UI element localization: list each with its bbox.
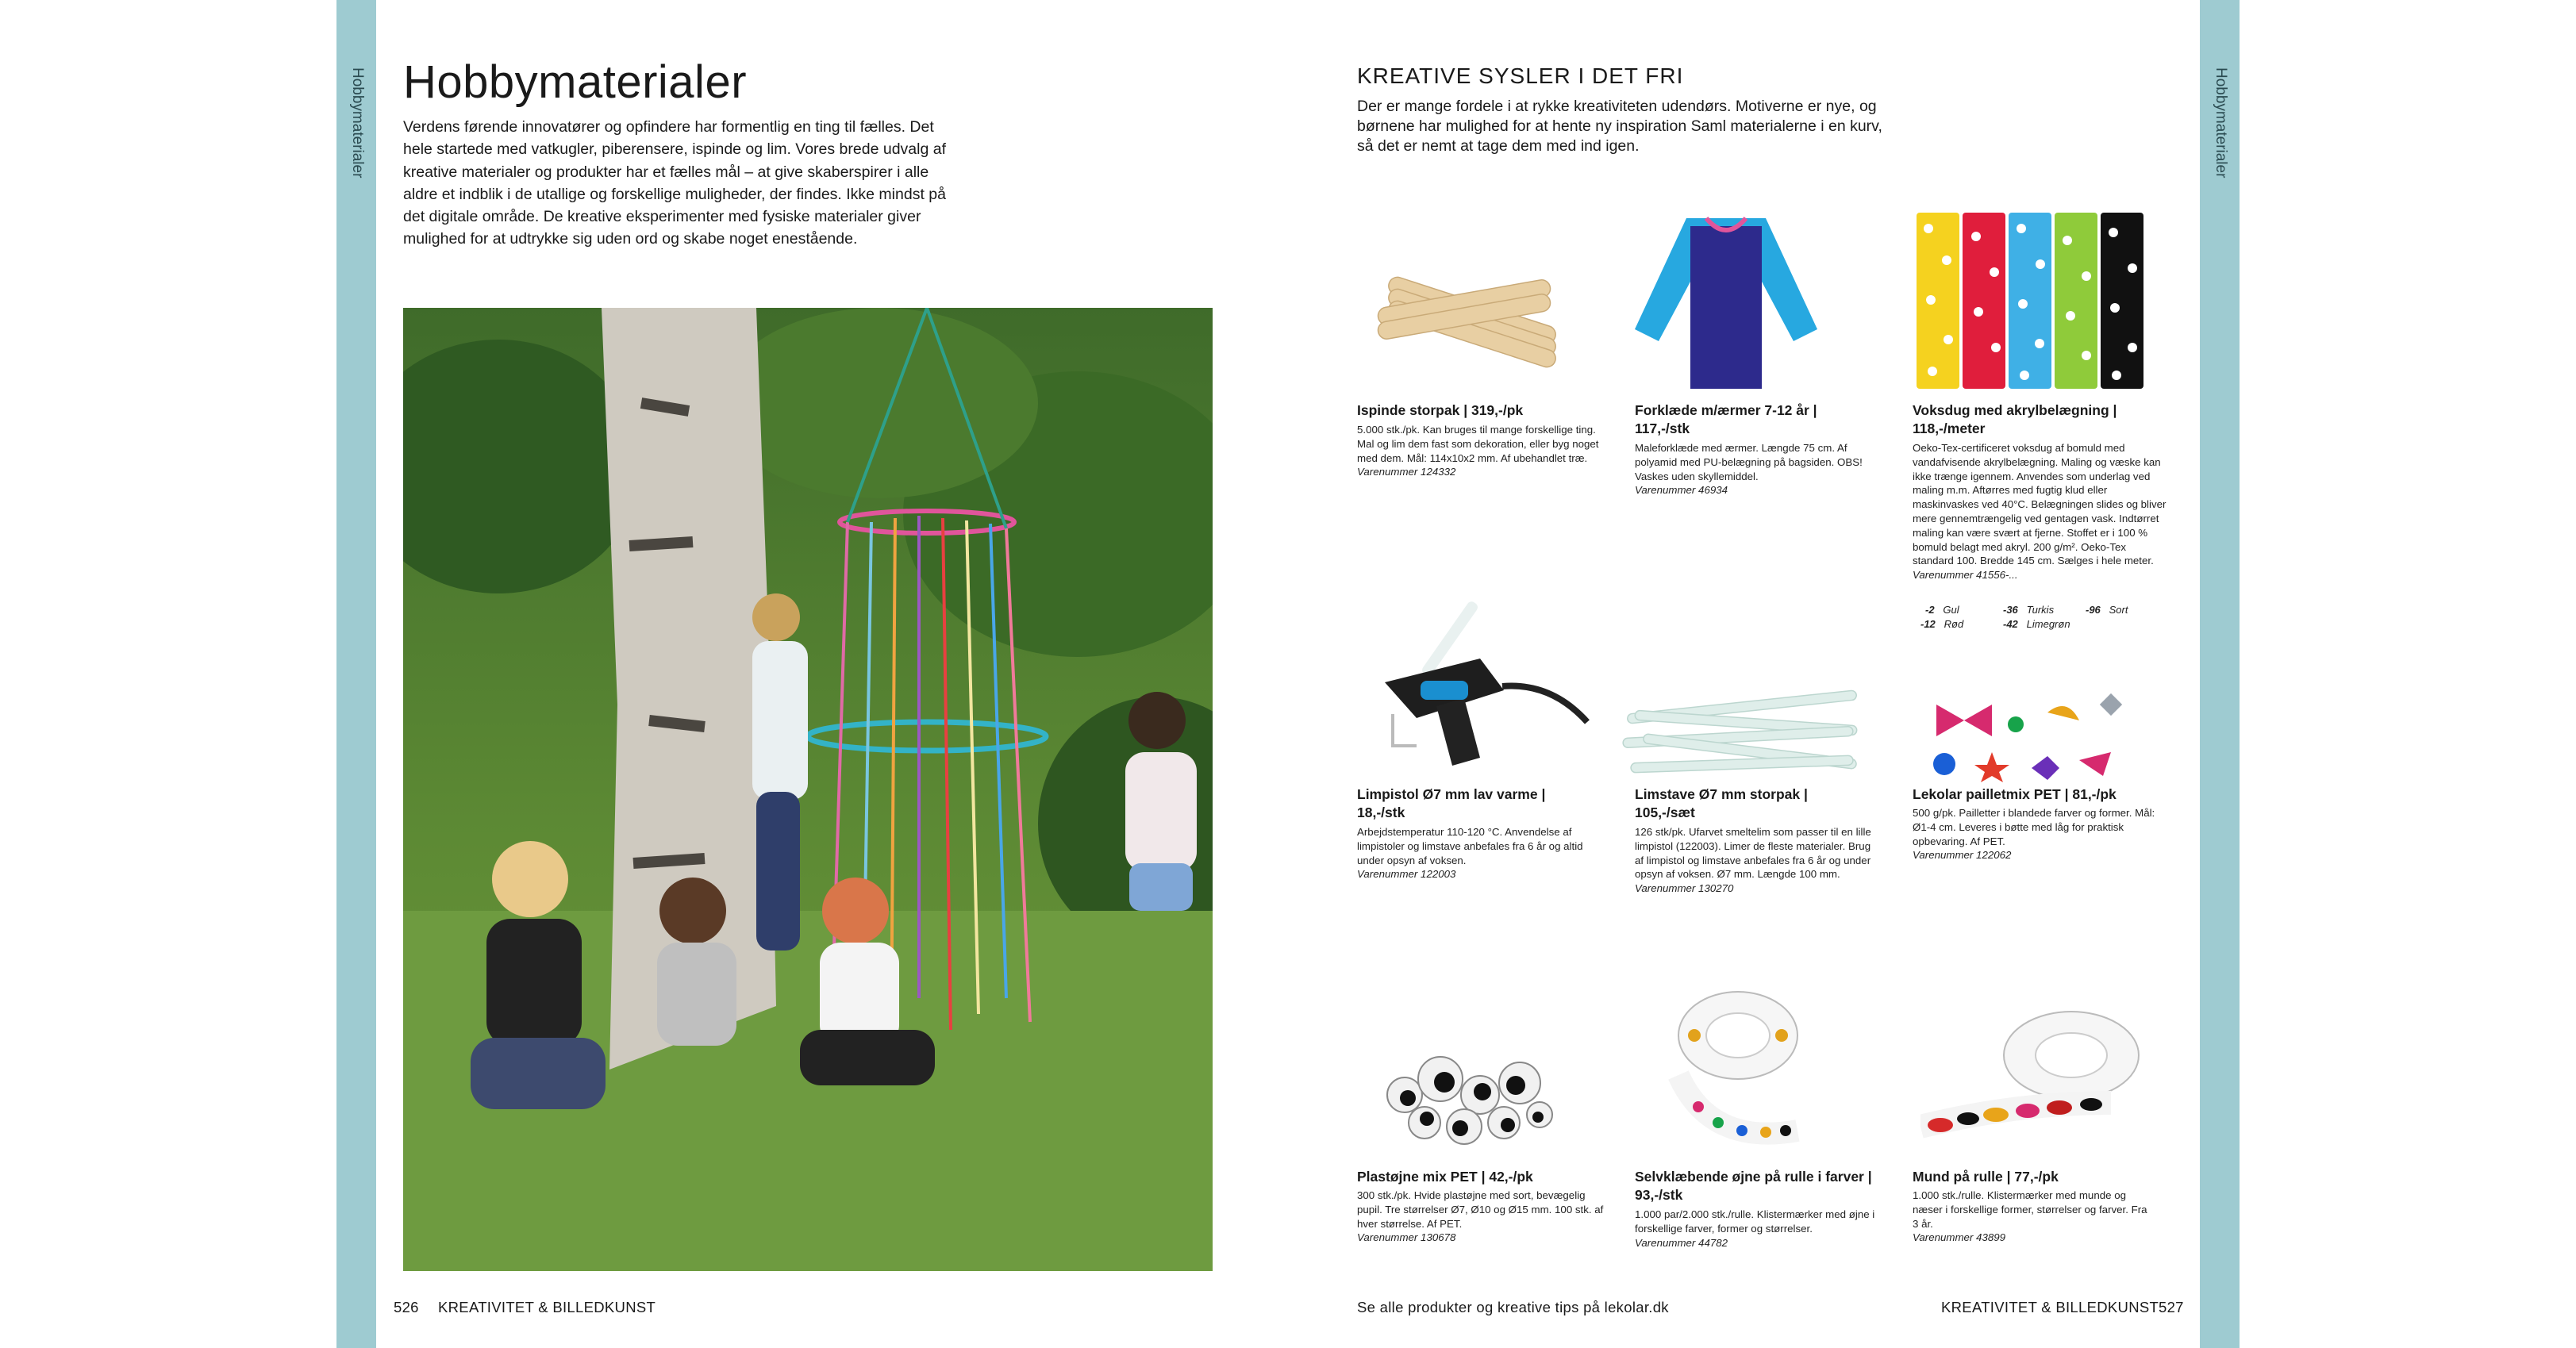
left-side-label: Hobbymaterialer [349, 67, 366, 179]
left-color-strip [336, 0, 376, 1348]
product-2-name: Forklæde m/ærmer 7-12 år | 117,-/stk [1635, 402, 1817, 436]
product-9-name: Mund på rulle | 77,-/pk [1913, 1169, 2059, 1185]
product-4-desc: Arbejdstemperatur 110-120 °C. Anvendelse af limpistoler og limstave anbefales fra 6 år og altid under opsyn af voksen. Varenummer 122003 [1357, 826, 1583, 881]
color-code-4: -42 Limegrøn [2003, 618, 2070, 630]
voksdug-product-image [1917, 213, 2147, 393]
product-4-name: Limpistol Ø7 mm lav varme | 18,-/stk [1357, 786, 1546, 820]
product-8-name: Selvklæbende øjne på rulle i farver | 93,-/stk [1635, 1169, 1872, 1203]
page-title: Hobbymaterialer [403, 56, 748, 108]
product-6-sku: Varenummer 122062 [1913, 849, 2012, 862]
product-3-name: Voksdug med akrylbelægning | 118,-/meter [1913, 402, 2117, 436]
ispinde-product-image [1369, 270, 1575, 393]
color-code-3: -36 Turkis [2003, 604, 2055, 616]
mund-product-image [1920, 1008, 2151, 1154]
product-1-name: Ispinde storpak | 319,-/pk [1357, 402, 1524, 418]
intro-text: Verdens førende innovatører og opfindere har formentlig en ting til fælles. Det hele startede med vatkugler, piberensere, ispinde og lim. Vores brede udvalg af kreative materialer og produkter har et fælles mål – at give skaberspirer i alle aldre et indblik i de utallige og forskellige muligheder, der findes. Ikke mindst på det digitale område. De kreative eksperimenter med fysiske materialer giver mulighed for at udtrykke sig uden ord og skabe noget enestående. [403, 118, 946, 248]
forklaede-product-image [1631, 210, 1821, 397]
product-5-desc: 126 stk/pk. Ufarvet smeltelim som passer til en lille limpistol (122003). Limer de fleste materialer. Brug af limpistol og limstave anbefales fra 6 år og under opsyn af voksen. Ø7 mm. Længde 100 mm. Varenummer 130270 [1635, 825, 1877, 896]
product-3-desc: Oeko-Tex-certificeret voksdug af bomuld med vandafvisende akrylbelægning. Maling og væske kan ikke trænge igennem. Anvendes som underlag ved maling m.m. Aftørres med fugtig klud eller maskinvaskes ved 40°C. Belægningen slides og bliver mere gennemtrængelig ved gentagen vask. Indtørret maling kan være svært at fjerne. Stoffet er i 100 % bomuld belagt med akryl. 200 g/m². Oeko-Tex standard 100. Bredde 145 cm. Sælges i hele meter. Varenummer 41556-... [1913, 442, 2167, 582]
color-codes [1920, 603, 2159, 635]
product-7-desc: 300 stk./pk. Hvide plastøjne med sort, bevægelig pupil. Tre størrelser Ø7, Ø10 og Ø15 mm. 100 stk. af hver størrelse. Af PET. Varenummer 130678 [1357, 1189, 1611, 1245]
footer-website-link[interactable]: Se alle produkter og kreative tips på lekolar.dk [1357, 1299, 1669, 1315]
product-2-sku: Varenummer 46934 [1635, 484, 1728, 497]
footer-page-number-left: 526 [394, 1299, 419, 1315]
product-7-sku: Varenummer 130678 [1357, 1231, 1456, 1244]
color-code-1: -2 Gul [1925, 604, 1959, 616]
product-3-sku: Varenummer 41556-... [1913, 569, 2018, 582]
section-intro: Der er mange fordele i at rykke kreativiteten udendørs. Motiverne er nye, og børnene har mulighed for at hente ny inspiration Saml materialerne i en kurv, så det er nemt at tage dem med ind igen. [1357, 98, 1882, 155]
product-1-sku: Varenummer 124332 [1357, 466, 1456, 478]
limstave-product-image [1619, 686, 1865, 785]
product-5-sku: Varenummer 130270 [1635, 882, 1734, 895]
limpistol-product-image [1361, 587, 1599, 782]
product-1-desc: 5.000 stk./pk. Kan bruges til mange forskellige ting. Mal og lim dem fast som dekoration, eller byg noget med dem. Mål: 114x10x2 mm. Af ubehandlet træ. Varenummer 124332 [1357, 423, 1607, 479]
product-2-desc: Maleforklæde med ærmer. Længde 75 cm. Af polyamid med PU-belægning på bagsiden. OBS! Vaskes uden skyllemiddel. Varenummer 46934 [1635, 441, 1877, 497]
outdoor-craft-photo [403, 308, 1213, 1271]
product-4-sku: Varenummer 122003 [1357, 868, 1456, 881]
footer-section-right: KREATIVITET & BILLEDKUNST [1941, 1299, 2159, 1315]
footer-section-left: KREATIVITET & BILLEDKUNST [438, 1299, 656, 1315]
product-9-desc: 1.000 stk./rulle. Klistermærker med munde og næser i forskellige former, størrelser og farver. Fra 3 år. Varenummer 43899 [1913, 1189, 2151, 1245]
footer-page-number-right: 527 [2159, 1299, 2184, 1315]
color-code-5: -96 Sort [2086, 604, 2128, 616]
color-code-2: -12 Rød [1920, 618, 1964, 630]
product-8-desc: 1.000 par/2.000 stk./rulle. Klistermærker med øjne i forskellige farver, former og størrelser. Varenummer 44782 [1635, 1208, 1877, 1250]
selvklaebende-oejne-product-image [1663, 988, 1813, 1158]
product-5-name: Limstave Ø7 mm storpak | 105,-/sæt [1635, 786, 1808, 820]
product-7-name: Plastøjne mix PET | 42,-/pk [1357, 1169, 1533, 1185]
section-title: KREATIVE SYSLER I DET FRI [1357, 63, 1684, 88]
product-8-sku: Varenummer 44782 [1635, 1236, 1728, 1249]
plastoejne-product-image [1381, 1039, 1555, 1154]
product-6-name: Lekolar pailletmix PET | 81,-/pk [1913, 786, 2117, 802]
pailletter-product-image [1920, 689, 2127, 788]
right-color-strip [2200, 0, 2240, 1348]
product-6-desc: 500 g/pk. Pailletter i blandede farver og former. Mål: Ø1-4 cm. Leveres i bøtte med låg for praktisk opbevaring. Af PET. Varenummer 122062 [1913, 806, 2167, 862]
right-side-label: Hobbymaterialer [2213, 67, 2229, 179]
product-9-sku: Varenummer 43899 [1913, 1231, 2006, 1244]
